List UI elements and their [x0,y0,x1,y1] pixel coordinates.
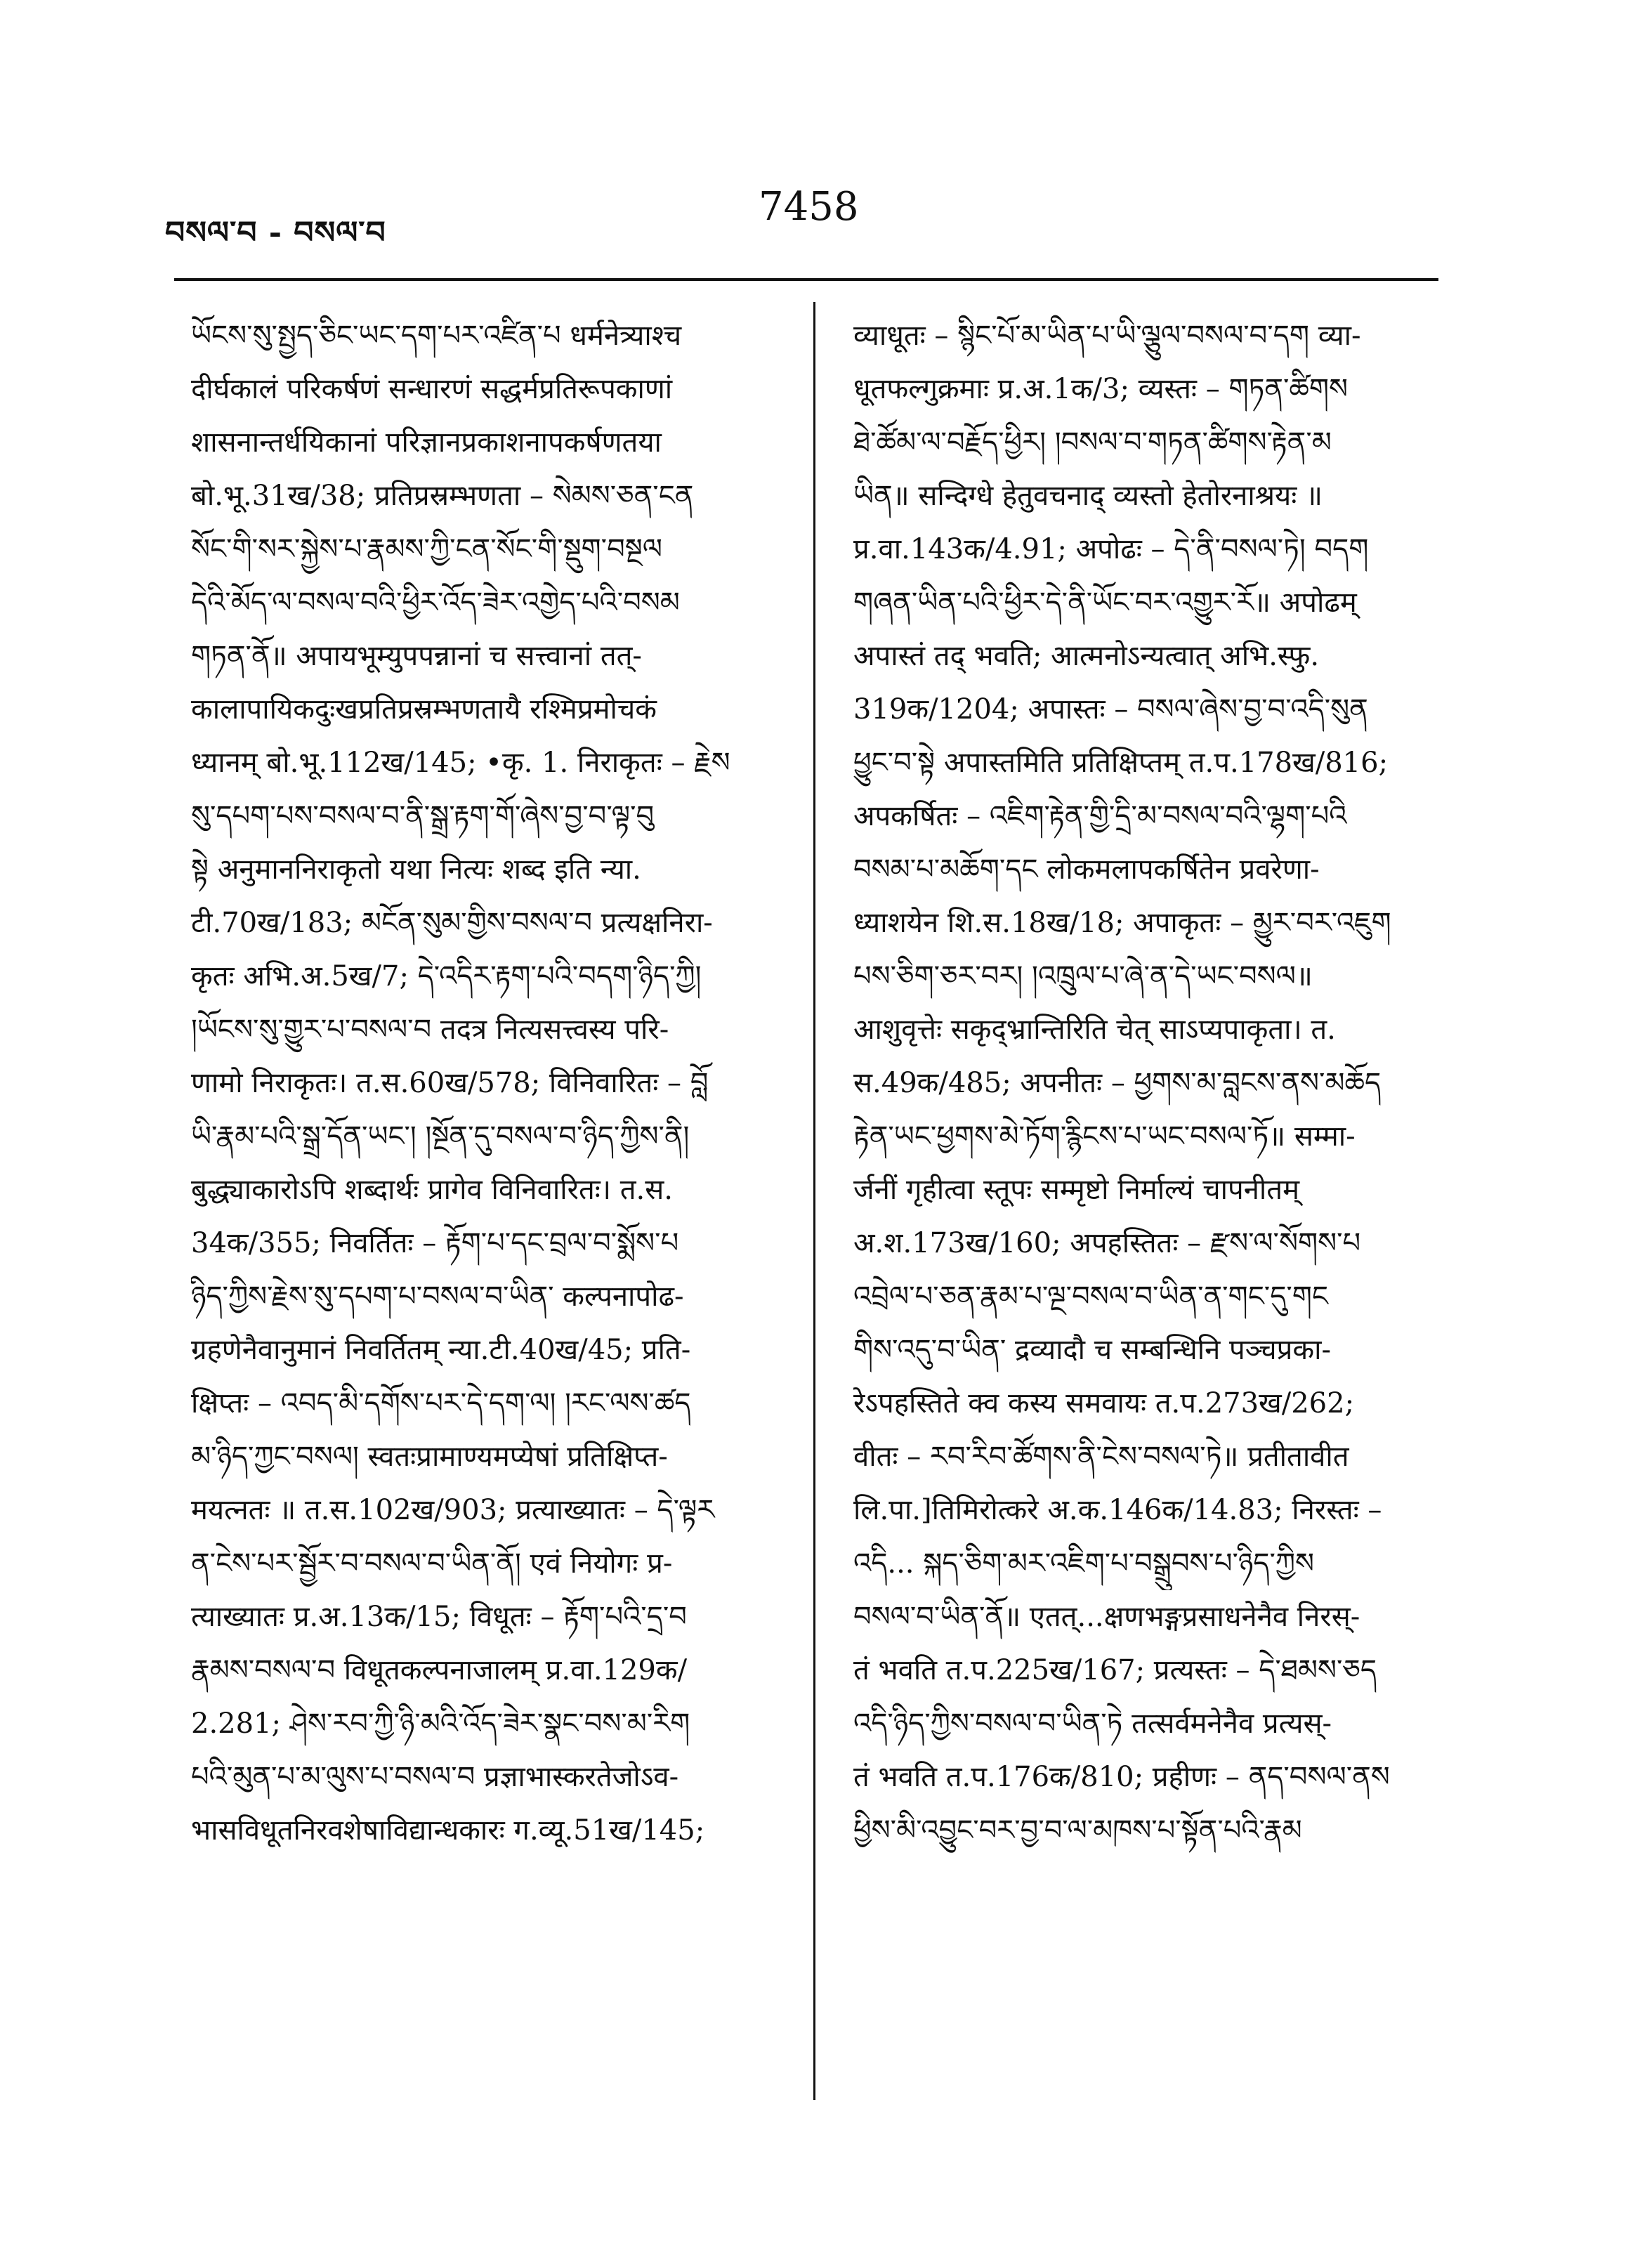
text-line: णामो निराकृतः। त.स.60ख/578; विनिवारितः – བློ [191,1067,709,1099]
text-line: སུ་དཔག་པས་བསལ་བ་ནི་སྒྲ་རྟག་གོ་ཞེས་བྱ་བ་ལྟ་བུ [191,800,655,832]
page-number: 7458 [759,184,859,230]
text-line: དེའི་མོད་ལ་བསལ་བའི་ཕྱིར་འོད་ཟེར་འགྱེད་པའི་བསམ [191,586,680,619]
text-line: འབྲེལ་པ་ཅན་རྣམ་པ་ལྔ་བསལ་བ་ཡིན་ན་གང་དུ་གང [853,1280,1328,1313]
text-line: པའི་མུན་པ་མ་ལུས་པ་བསལ་བ प्रज्ञाभास्करतेजोऽव- [191,1761,679,1793]
text-line: གིས་འདུ་བ་ཡིན་ द्रव्यादौ च सम्बन्धिनि पञ्चप्रका- [853,1334,1332,1366]
text-line: धूतफल्गुक्रमाः प्र.अ.1क/3; व्यस्तः – གཏན་ཚིགས [853,373,1349,405]
text-line: त्याख्यातः प्र.अ.13क/15; विधूतः – རྟོག་པའི་དྲ་བ [191,1601,687,1633]
text-line: अ.श.173ख/160; अपहस्तितः – རྫས་ལ་སོགས་པ [853,1227,1361,1259]
text-line: आशुवृत्तेः सकृद्भ्रान्तिरिति चेत् साऽप्यपाकृता। त. [853,1014,1336,1046]
text-line: སོང་གི་སར་སྐྱེས་པ་རྣམས་ཀྱི་ངན་སོང་གི་སྡུག་བསྔལ [191,533,662,565]
text-line: རྣམས་བསལ་བ विधूतकल्पनाजालम् प्र.वा.129क/ [191,1654,688,1686]
text-line: भासविधूतनिरवशेषाविद्यान्धकारः ग.व्यू.51ख/145; [191,1814,705,1847]
text-line: अपास्तं तद् भवति; आत्मनोऽन्यत्वात् अभि.स्फु. [853,640,1320,672]
text-line: །ཡོངས་སུ་གྱུར་པ་བསལ་བ तदत्र नित्यसत्त्वस्य परि- [191,1014,669,1046]
text-line: बो.भू.31ख/38; प्रतिप्रस्रम्भणता – སེམས་ཅན་ངན [191,480,694,512]
text-line: दीर्घकालं परिकर्षणं सन्धारणं सद्धर्मप्रतिरूपकाणां [191,373,673,405]
right-column [853,309,1450,1857]
text-line: རྟེན་ཡང་ཕྱགས་མེ་ཏོག་རྙིངས་པ་ཡང་བསལ་ཏོ॥ सम्मा- [853,1120,1356,1153]
text-line: 319क/1204; अपास्तः – བསལ་ཞེས་བྱ་བ་འདི་སུན [853,693,1368,726]
text-line: ध्यानम् बो.भू.112ख/145; •कृ. 1. निराकृतः – རྗེས [191,747,730,779]
text-line: रेऽपहस्तिते क्व कस्य समवायः त.प.273ख/262; [853,1387,1355,1420]
text-line: ཕྱིས་མི་འབྱུང་བར་བྱ་བ་ལ་མཁས་པ་སྟོན་པའི་རྣམ [853,1814,1302,1847]
left-column [191,309,792,1857]
text-line: ध्याशयेन शि.स.18ख/18; अपाकृतः – མྱུར་བར་འཇུག [853,907,1391,939]
text-line: གཏན་ནོ॥ अपायभूम्युपपन्नानां च सत्त्वानां तत्- [191,640,642,672]
running-head: བསལ་བ - བསལ་བ [165,215,386,251]
text-line: बुद्ध्याकारोऽपि शब्दार्थः प्रागेव विनिवारितः। त.स. [191,1174,673,1206]
text-line: र्जनीं गृहीत्वा स्तूपः सम्मृष्टो निर्माल्यं चापनीतम् [853,1174,1300,1206]
text-line: ཡིན॥ सन्दिग्धे हेतुवचनाद् व्यस्तो हेतोरनाश्रयः ॥ [853,480,1323,512]
text-line: तं भवति त.प.176क/810; प्रहीणः – ནད་བསལ་ནས [853,1761,1390,1793]
text-line: ཡོངས་སུ་སྤྱད་ཅིང་ཡང་དག་པར་འཛིན་པ धर्मनेत्र्याश्च [191,320,682,352]
text-line: སྟེ अनुमाननिराकृतो यथा नित्यः शब्द इति न्या. [191,853,641,886]
text-line: ཕྱུང་བ་སྟེ अपास्तमिति प्रतिक्षिप्तम् त.प.178ख/816; [853,747,1389,779]
text-line: ཐེ་ཚོམ་ལ་བརྗོད་ཕྱིར། །བསལ་བ་གཏན་ཚིགས་རྟེན་མ [853,426,1332,459]
text-line: བསམ་པ་མཆོག་དང लोकमलापकर्षितेन प्रवरेणा- [853,853,1320,886]
text-line: འདི་ཉིད་ཀྱིས་བསལ་བ་ཡིན་ཏེ तत्सर्वमनेनैव प्रत्यस्- [853,1707,1332,1740]
text-line: टी.70ख/183; མངོན་སུམ་གྱིས་བསལ་བ प्रत्यक्षनिरा- [191,907,713,939]
text-line: वीतः – རབ་རིབ་ཚོགས་ནི་ངེས་བསལ་ཏེ॥ प्रतीतावीत [853,1441,1349,1473]
text-line: कालापायिकदुःखप्रतिप्रस्रम्भणतायै रश्मिप्रमोचकं [191,693,657,726]
text-line: པས་ཅིག་ཅར་བར། །འཁྲུལ་པ་ཞེ་ན་དེ་ཡང་བསལ॥ [853,960,1313,992]
text-line: 2.281; ཤེས་རབ་ཀྱི་ཉི་མའི་འོད་ཟེར་སྣང་བས་མ་རིག [191,1707,690,1740]
text-line: क्षिप्तः – འབད་མི་དགོས་པར་དེ་དག་ལ། །རང་ལས་ཚད [191,1387,691,1420]
text-line: མ་ཉིད་ཀྱང་བསལ། स्वतःप्रामाण्यमप्येषां प्रतिक्षिप्त- [191,1441,668,1473]
text-line: འདི... སྐད་ཅིག་མར་འཇིག་པ་བསྒྲུབས་པ་ཉིད་ཀྱིས [853,1547,1315,1580]
text-line: कृतः अभि.अ.5ख/7; དེ་འདིར་རྟག་པའི་བདག་ཉིད་ཀྱི། [191,960,702,992]
text-line: གཞན་ཡིན་པའི་ཕྱིར་དེ་ནི་ཡོང་བར་འགྱུར་རོ॥ अपोढम् [853,586,1357,619]
text-line: मयत्नतः ॥ त.स.102ख/903; प्रत्याख्यातः – དེ་ལྟར [191,1494,715,1526]
header-rule [174,278,1438,281]
text-line: ཉིད་ཀྱིས་རྗེས་སུ་དཔག་པ་བསལ་བ་ཡིན་ कल्पनापोढ- [191,1280,684,1313]
text-line: བསལ་བ་ཡིན་ནོ॥ एतत्...क्षणभङ्गप्रसाधनेनैव निरस्- [853,1601,1360,1633]
text-line: ग्रहणेनैवानुमानं निवर्तितम् न्या.टी.40ख/45; प्रति- [191,1334,691,1366]
text-line: ཡི་རྣམ་པའི་སྒྲ་དོན་ཡང་། །སྔོན་དུ་བསལ་བ་ཉིད་ཀྱིས་ནི། [191,1120,690,1153]
text-line: व्याधूतः – སྙིང་པོ་མ་ཡིན་པ་ཡི་ལྕུལ་བསལ་བ་དག व्या- [853,320,1361,352]
text-line: अपकर्षितः – འཇིག་རྟེན་གྱི་དྲི་མ་བསལ་བའི་ལྷག་པའི [853,800,1347,832]
text-line: शासनान्तर्धयिकानां परिज्ञानप्रकाशनापकर्षणतया [191,426,662,459]
text-line: स.49क/485; अपनीतः – ཕྱགས་མ་བླངས་ནས་མཆོད [853,1067,1382,1099]
column-divider [813,302,815,2100]
text-line: प्र.वा.143क/4.91; अपोढः – དེ་ནི་བསལ་ཏེ། བདག [853,533,1369,565]
text-line: लि.पा.]तिमिरोत्करे अ.क.146क/14.83; निरस्तः – [853,1494,1382,1526]
text-line: 34क/355; निवर्तितः – རྟོག་པ་དང་བྲལ་བ་སྨོས་པ [191,1227,679,1259]
text-line: तं भवति त.प.225ख/167; प्रत्यस्तः – དེ་ཐམས་ཅད [853,1654,1377,1686]
text-line: ན་ངེས་པར་སྦྱོར་བ་བསལ་བ་ཡིན་ནོ། एवं नियोगः प्र- [191,1547,673,1580]
